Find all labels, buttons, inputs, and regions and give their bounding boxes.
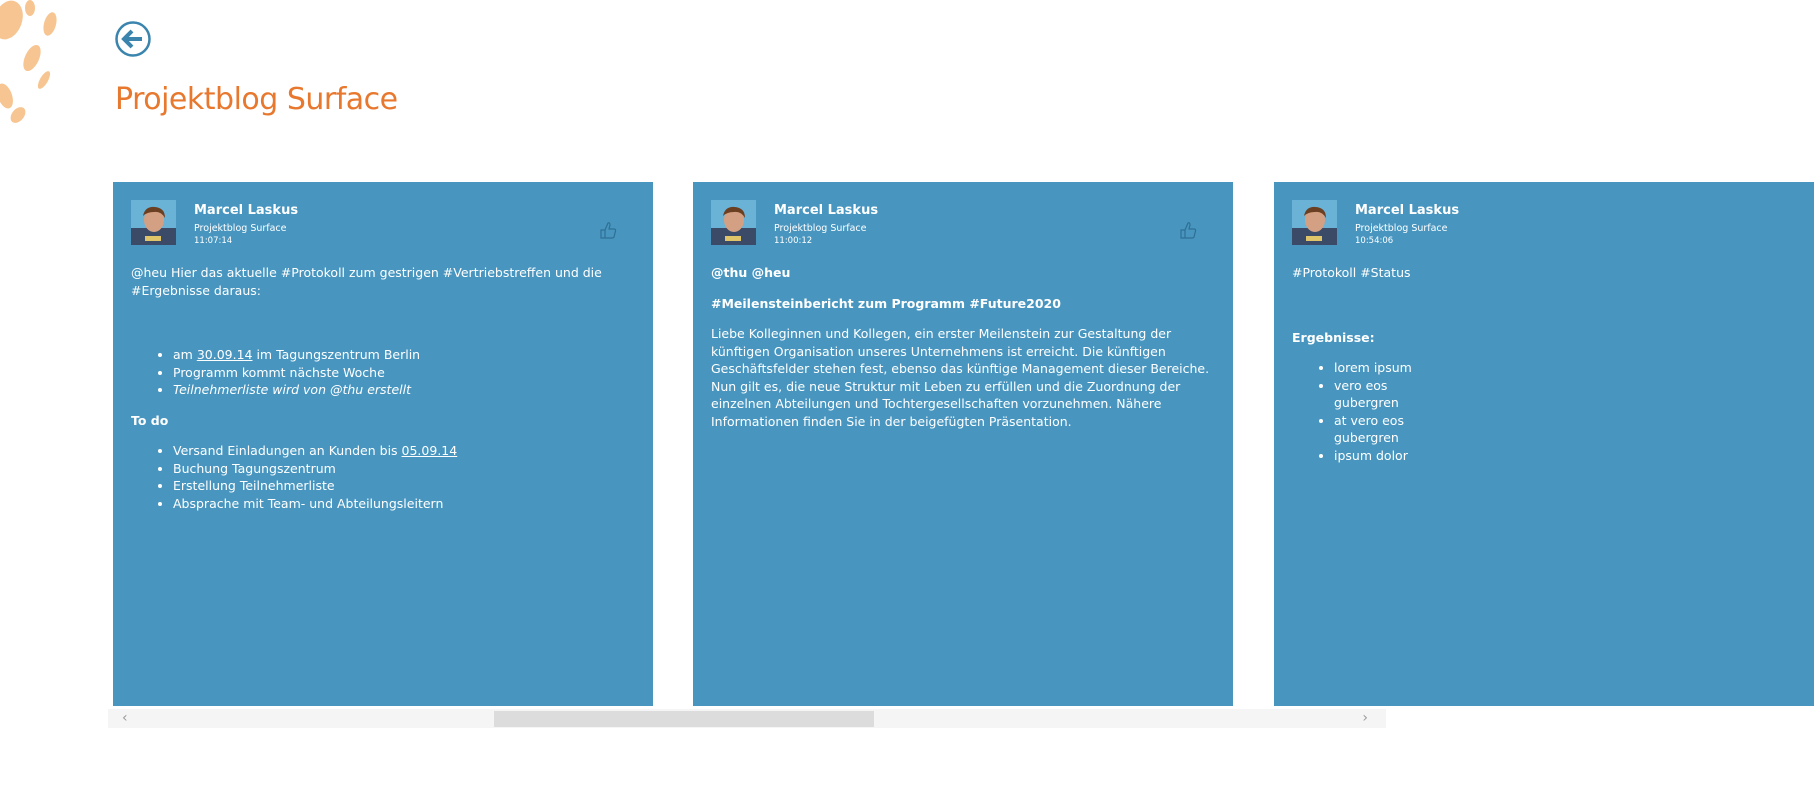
horizontal-scrollbar[interactable]	[108, 709, 1386, 728]
avatar	[1292, 200, 1337, 245]
back-arrow-icon	[114, 20, 152, 58]
date-link[interactable]: 05.09.14	[401, 443, 458, 458]
post-blog[interactable]: Projektblog Surface	[774, 223, 867, 234]
list-item: • Teilnehmerliste wird von @thu erstellt	[173, 381, 635, 399]
avatar	[131, 200, 176, 245]
post-time: 11:07:14	[194, 236, 233, 246]
like-button[interactable]	[1179, 220, 1197, 240]
list-item: • Programm kommt nächste Woche	[173, 364, 635, 382]
post-intro: @heu Hier das aktuelle #Protokoll zum gestrigen #Vertriebstreffen und die #Ergebnisse daraus:	[131, 265, 602, 298]
date-link[interactable]: 30.09.14	[196, 347, 253, 362]
post-intro: #Protokoll #Status	[1292, 265, 1411, 280]
post-card[interactable]	[693, 182, 1233, 706]
post-header	[131, 200, 635, 264]
scrollbar-thumb[interactable]	[494, 711, 874, 727]
results-list	[1292, 359, 1796, 464]
post-author[interactable]: Marcel Laskus	[1355, 203, 1460, 218]
list-item: • am 30.09.14 im Tagungszentrum Berlin	[173, 346, 635, 364]
post-header	[1292, 200, 1796, 264]
page-title: Projektblog Surface	[115, 82, 398, 117]
thumbs-up-icon	[1179, 220, 1197, 240]
chevron-left-icon[interactable]: ‹	[122, 710, 128, 726]
post-subject: #Meilensteinbericht zum Programm #Future2020	[711, 295, 1061, 311]
list-item: • Buchung Tagungszentrum	[173, 460, 635, 478]
todo-list	[131, 442, 635, 512]
like-button[interactable]	[599, 220, 617, 240]
post-blog[interactable]: Projektblog Surface	[194, 223, 287, 234]
post-body	[131, 264, 635, 512]
post-header	[711, 200, 1215, 264]
posts-scroller[interactable]	[113, 182, 1460, 706]
post-time: 10:54:06	[1355, 236, 1394, 246]
list-item: • vero eos gubergren	[1334, 377, 1796, 412]
post-author[interactable]: Marcel Laskus	[194, 203, 299, 218]
post-paragraph: Liebe Kolleginnen und Kollegen, ein erster Meilenstein zur Gestaltung der künftigen Organisation unseres Unternehmens ist erreicht. Die künftigen Geschäftsfelder stehen fest, ebenso das künftige Management dieser Bereiche. Nun gilt es, die neue Struktur mit Leben zu erfüllen und die Zuordnung der einzelnen Abteilungen und Tochtergesellschaften vorzunehmen. Nähere Informationen finden Sie in der beigefügten Präsentation.	[711, 326, 1210, 429]
list-item: • Absprache mit Team- und Abteilungsleitern	[173, 495, 635, 513]
chevron-right-icon[interactable]: ›	[1362, 710, 1368, 726]
post-body	[1292, 264, 1796, 464]
info-list	[131, 346, 635, 399]
list-item: • lorem ipsum	[1334, 359, 1796, 377]
decorative-dots	[0, 0, 70, 130]
list-item: • Erstellung Teilnehmerliste	[173, 477, 635, 495]
post-time: 11:00:12	[774, 236, 813, 246]
post-body	[711, 264, 1215, 430]
results-heading: Ergebnisse:	[1292, 329, 1375, 345]
back-button[interactable]	[114, 20, 152, 58]
post-card[interactable]	[113, 182, 653, 706]
thumbs-up-icon	[599, 220, 617, 240]
todo-heading: To do	[131, 412, 169, 428]
post-blog[interactable]: Projektblog Surface	[1355, 223, 1448, 234]
post-mentions: @thu @heu	[711, 265, 791, 280]
post-author[interactable]: Marcel Laskus	[774, 203, 879, 218]
list-item: • Versand Einladungen an Kunden bis 05.09.14	[173, 442, 635, 460]
list-item: • at vero eos gubergren	[1334, 412, 1796, 447]
list-item: • ipsum dolor	[1334, 447, 1796, 465]
post-card[interactable]	[1274, 182, 1814, 706]
avatar	[711, 200, 756, 245]
